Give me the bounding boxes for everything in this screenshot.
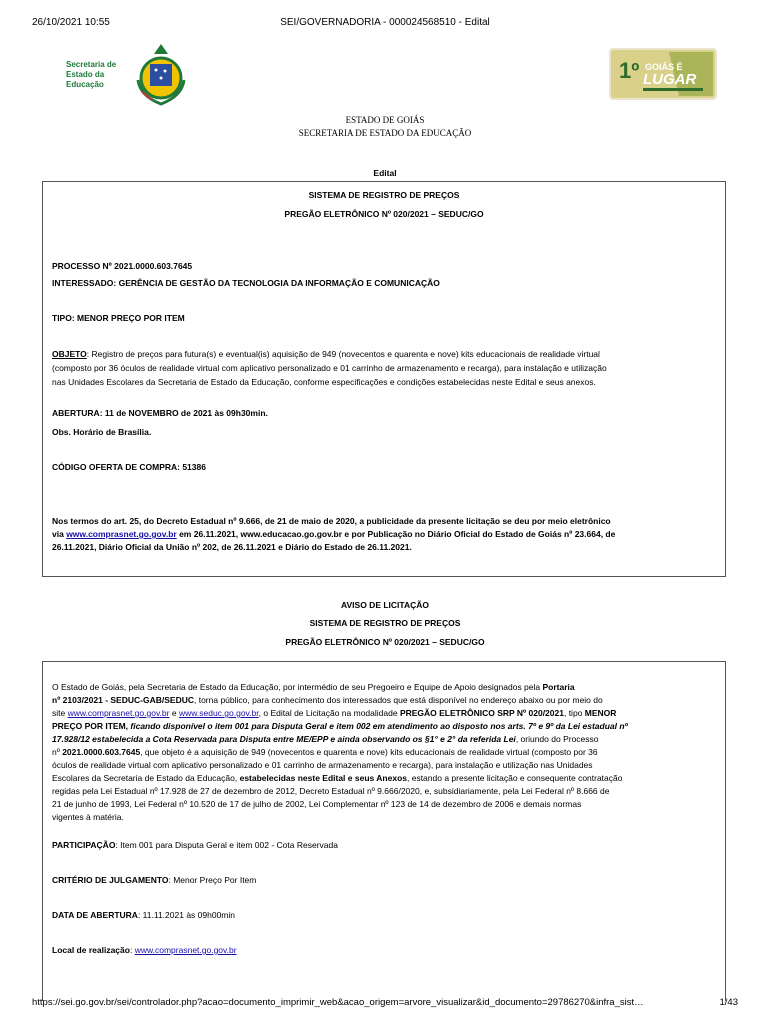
pregao-title: PREGÃO ELETRÔNICO Nº 020/2021 – SEDUC/GO (284, 209, 484, 219)
abertura: ABERTURA: 11 de NOVEMBRO de 2021 às 09h30min. (52, 408, 268, 418)
tipo: TIPO: MENOR PREÇO POR ITEM (52, 313, 185, 323)
nos-termos-line-3: 26.11.2021, Diário Oficial da União nº 202, de 26.11.2021 e Diário do Estado de 26.11.2021. (52, 542, 412, 552)
aviso-para-line-1: O Estado de Goiás, pela Secretaria de Estado da Educação, por intermédio de seu Pregoeiro e Equipe de Apoio designados pela Portaria (52, 682, 575, 692)
seduc-link[interactable]: www.seduc.go.gov.br (178, 708, 259, 718)
aviso-para-line-6: nº 2021.0000.603.7645, que objeto é a aquisição de 949 (novecentos e quarenta e nove) kits educacionais de realidade virtual (composto por 36 (52, 747, 598, 757)
data-abertura: DATA DE ABERTURA: 11.11.2021 às 09h00min (52, 910, 235, 920)
goias-e-lugar-logo (609, 48, 717, 100)
goias-coat-of-arms-icon (132, 40, 190, 108)
svg-text:LUGAR: LUGAR (643, 71, 697, 88)
codigo-oferta: CÓDIGO OFERTA DE COMPRA: 51386 (52, 462, 206, 472)
print-header (32, 17, 738, 31)
interessado: INTERESSADO: GERÊNCIA DE GESTÃO DA TECNOLOGIA DA INFORMAÇÃO E COMUNICAÇÃO (52, 278, 440, 288)
seduc-logo (60, 40, 190, 110)
objeto-line-3: nas Unidades Escolares da Secretaria de Estado da Educação, conforme especificações e condições estabelecidas neste Edital e seus anexos. (52, 377, 596, 387)
nos-termos-line-1: Nos termos do art. 25, do Decreto Estadual nº 9.666, de 21 de maio de 2020, a publicidade da presente licitação se deu por meio eletrônico (52, 516, 611, 526)
page-number: 1/43 (719, 997, 738, 1008)
objeto-line-2: (composto por 36 óculos de realidade virtual com aplicativo personalizado e 01 carrinho de armazenamento e recarga), para instalação e utilização (52, 363, 607, 373)
print-url: https://sei.go.gov.br/sei/controlador.php?acao=documento_imprimir_web&acao_origem=arvore_visualizar&id_documento=29786270&infra_sist… (32, 997, 644, 1008)
comprasnet-link[interactable]: www.comprasnet.go.gov.br (66, 529, 177, 539)
print-footer (32, 997, 738, 1011)
aviso-para-line-8: Escolares da Secretaria de Estado da Educação, estabelecidas neste Edital e seus Anexos, estando a presente licitação e consequente contratação (52, 773, 623, 783)
document-header (0, 114, 770, 140)
comprasnet-local-link[interactable]: www.comprasnet.go.gov.br (134, 945, 237, 955)
aviso-body-box (42, 661, 726, 1001)
aviso-para-line-9: regidas pela Lei Estadual nº 17.928 de 27 de dezembro de 2012, Decreto Estadual nº 9.666/2020, e, subsidiariamente, pela Lei Federal nº 8.666 de (52, 786, 610, 796)
participacao: PARTICIPAÇÃO: Item 001 para Disputa Geral e item 002 - Cota Reservada (52, 840, 338, 850)
nos-termos-line-2: via www.comprasnet.go.gov.br em 26.11.2021, www.educacao.go.gov.br e por Publicação no Diário Oficial do Estado de Goiás nº 23.664, de (52, 529, 616, 539)
aviso-para-line-2: nº 2103/2021 - SEDUC-GAB/SEDUC, torna público, para conhecimento dos interessados que está disponível no endereço abaixo ou por meio do (52, 695, 603, 705)
svg-text:1º: 1º (619, 58, 640, 83)
local-realizacao: Local de realização: www.comprasnet.go.gov.br (52, 945, 237, 955)
registro-title: SISTEMA DE REGISTRO DE PREÇOS (308, 190, 460, 200)
aviso-para-line-4: PREÇO POR ITEM, ficando disponível o item 001 para Disputa Geral e item 002 em atendimento ao disposto nos arts. 7º e 9º da Lei estadual nº (52, 721, 628, 731)
aviso-para-line-10: 21 de junho de 1993, Lei Federal nº 10.520 de 17 de julho de 2002, Lei Complementar nº 123 de 14 de dezembro de 2006 e demais normas (52, 799, 582, 809)
svg-text:GOIÁS É: GOIÁS É (645, 62, 683, 72)
edital-summary-box (42, 181, 726, 577)
seduc-logo-text: Secretaria de Estado da Educação (66, 60, 117, 89)
aviso-subtitle-2: PREGÃO ELETRÔNICO Nº 020/2021 – SEDUC/GO (285, 637, 485, 647)
secretariat-name: SECRETARIA DE ESTADO DA EDUCAÇÃO (298, 128, 472, 138)
aviso-subtitle-1: SISTEMA DE REGISTRO DE PREÇOS (309, 618, 461, 628)
aviso-para-line-11: vigentes à matéria. (52, 812, 124, 822)
aviso-para-line-3: site www.comprasnet.go.gov.br e www.seduc.go.gov.br, o Edital de Licitação na modalidade PREGÃO ELETRÔNICO SRP Nº 020/2021, tipo MENOR (52, 708, 617, 718)
state-name: ESTADO DE GOIÁS (345, 115, 425, 125)
obs-horario: Obs. Horário de Brasília. (52, 427, 152, 437)
aviso-para-line-5: 17.928/12 estabelecida a Cota Reservada para Disputa entre ME/EPP e ainda observando os §1° e 2° da referida Lei, oriundo do Processo (52, 734, 599, 744)
aviso-title: AVISO DE LICITAÇÃO (341, 600, 429, 610)
criterio-julgamento: CRITÉRIO DE JULGAMENTO: Menor Preço Por Item (52, 875, 257, 885)
print-title: SEI/GOVERNADORIA - 000024568510 - Edital (280, 17, 490, 28)
processo-number: PROCESSO Nº 2021.0000.603.7645 (52, 261, 193, 271)
comprasnet-link[interactable]: www.comprasnet.go.gov.br (67, 708, 170, 718)
print-date: 26/10/2021 10:55 (32, 17, 110, 28)
aviso-para-line-7: óculos de realidade virtual com aplicativo personalizado e 01 carrinho de armazenamento e recarga), para instalação e utilização nas Unidades (52, 760, 593, 770)
document-type-label: Edital (373, 168, 397, 178)
objeto-line-1: OBJETO: Registro de preços para futura(s) e eventual(is) aquisição de 949 (novecentos e quarenta e nove) kits educacionais de realidade virtual (52, 349, 600, 359)
